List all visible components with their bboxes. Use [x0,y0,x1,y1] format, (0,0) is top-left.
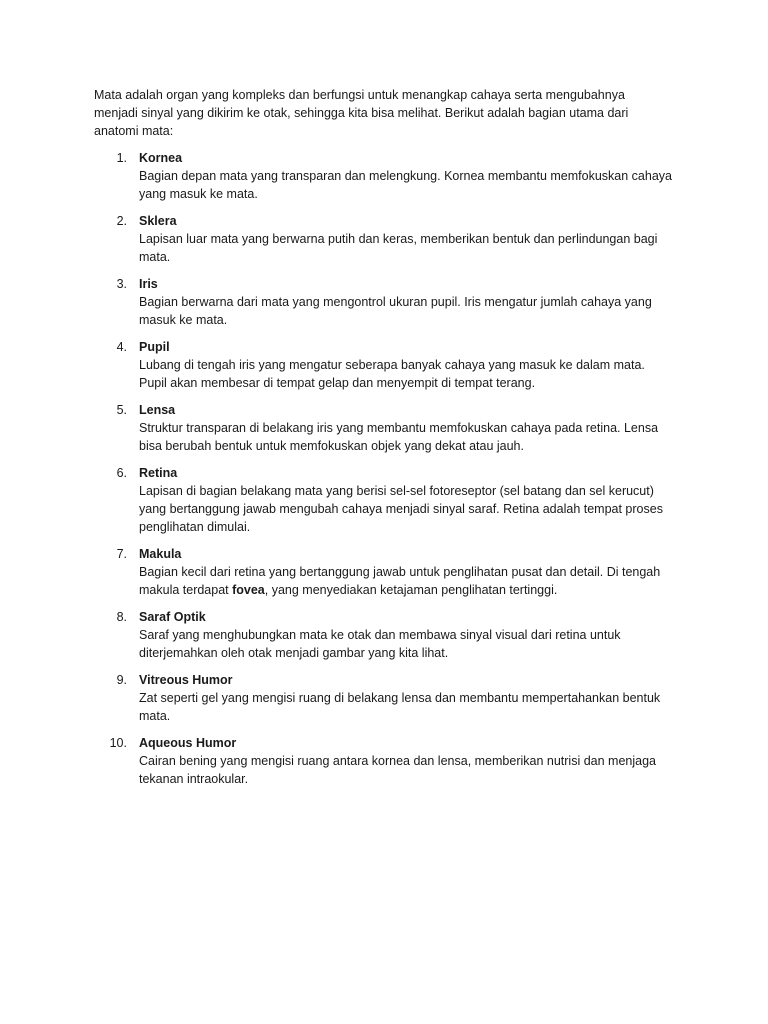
list-item-makula [94,545,676,599]
list-number: 1. [116,151,127,165]
term-saraf-optik: Saraf Optik [139,610,206,624]
eye-anatomy-list [94,149,676,788]
description-retina: Lapisan di bagian belakang mata yang berisi sel-sel fotoreseptor (sel batang dan sel kerucut) yang bertanggung jawab mengubah cahaya menjadi sinyal saraf. Retina adalah tempat proses penglihatan dimulai. [139,484,663,534]
description-sklera: Lapisan luar mata yang berwarna putih dan keras, memberikan bentuk dan perlindungan bagi mata. [139,232,658,264]
description-aqueous-humor: Cairan bening yang mengisi ruang antara kornea dan lensa, memberikan nutrisi dan menjaga tekanan intraokular. [139,754,656,786]
list-item-lensa [94,401,676,455]
list-number: 2. [116,214,127,228]
description-kornea: Bagian depan mata yang transparan dan melengkung. Kornea membantu memfokuskan cahaya yang masuk ke mata. [139,169,672,201]
list-item-saraf-optik [94,608,676,662]
description-makula [139,563,676,599]
description-pupil: Lubang di tengah iris yang mengatur seberapa banyak cahaya yang masuk ke dalam mata. Pupil akan membesar di tempat gelap dan menyempit di tempat terang. [139,358,645,390]
description-text: Bagian kecil dari retina yang bertanggung jawab untuk penglihatan pusat dan detail. Di tengah makula terdapat [139,565,661,597]
list-number: 8. [116,610,127,624]
term-lensa: Lensa [139,403,176,417]
list-item-retina [94,464,676,536]
list-number: 4. [116,340,127,354]
term-makula: Makula [139,547,182,561]
description-vitreous-humor: Zat seperti gel yang mengisi ruang di belakang lensa dan membantu mempertahankan bentuk mata. [139,691,661,723]
term-iris: Iris [139,277,158,291]
list-item-vitreous-humor [94,671,676,725]
list-item-iris [94,275,676,329]
list-item-sklera [94,212,676,266]
description-text: , yang menyediakan ketajaman penglihatan tertinggi. [264,583,558,597]
list-item-aqueous-humor [94,734,676,788]
term-vitreous-humor: Vitreous Humor [139,673,233,687]
term-sklera: Sklera [139,214,177,228]
term-pupil: Pupil [139,340,170,354]
list-number: 7. [116,547,127,561]
description-iris: Bagian berwarna dari mata yang mengontrol ukuran pupil. Iris mengatur jumlah cahaya yang masuk ke mata. [139,295,652,327]
intro-paragraph: Mata adalah organ yang kompleks dan berfungsi untuk menangkap cahaya serta mengubahnya menjadi sinyal yang dikirim ke otak, sehingga kita bisa melihat. Berikut adalah bagian utama dari anatomi mata: [94,88,629,138]
list-number: 3. [116,277,127,291]
list-number: 9. [116,673,127,687]
term-aqueous-humor: Aqueous Humor [139,736,237,750]
description-lensa: Struktur transparan di belakang iris yang membantu memfokuskan cahaya pada retina. Lensa bisa berubah bentuk untuk memfokuskan objek yang dekat atau jauh. [139,421,659,453]
list-number: 5. [116,403,127,417]
fovea-term: fovea [232,583,265,597]
list-item-kornea [94,149,676,203]
list-number: 10. [109,736,127,750]
term-kornea: Kornea [139,151,183,165]
term-retina: Retina [139,466,178,480]
list-item-pupil [94,338,676,392]
description-saraf-optik: Saraf yang menghubungkan mata ke otak dan membawa sinyal visual dari retina untuk diterjemahkan oleh otak menjadi gambar yang kita lihat. [139,628,621,660]
list-number: 6. [116,466,127,480]
